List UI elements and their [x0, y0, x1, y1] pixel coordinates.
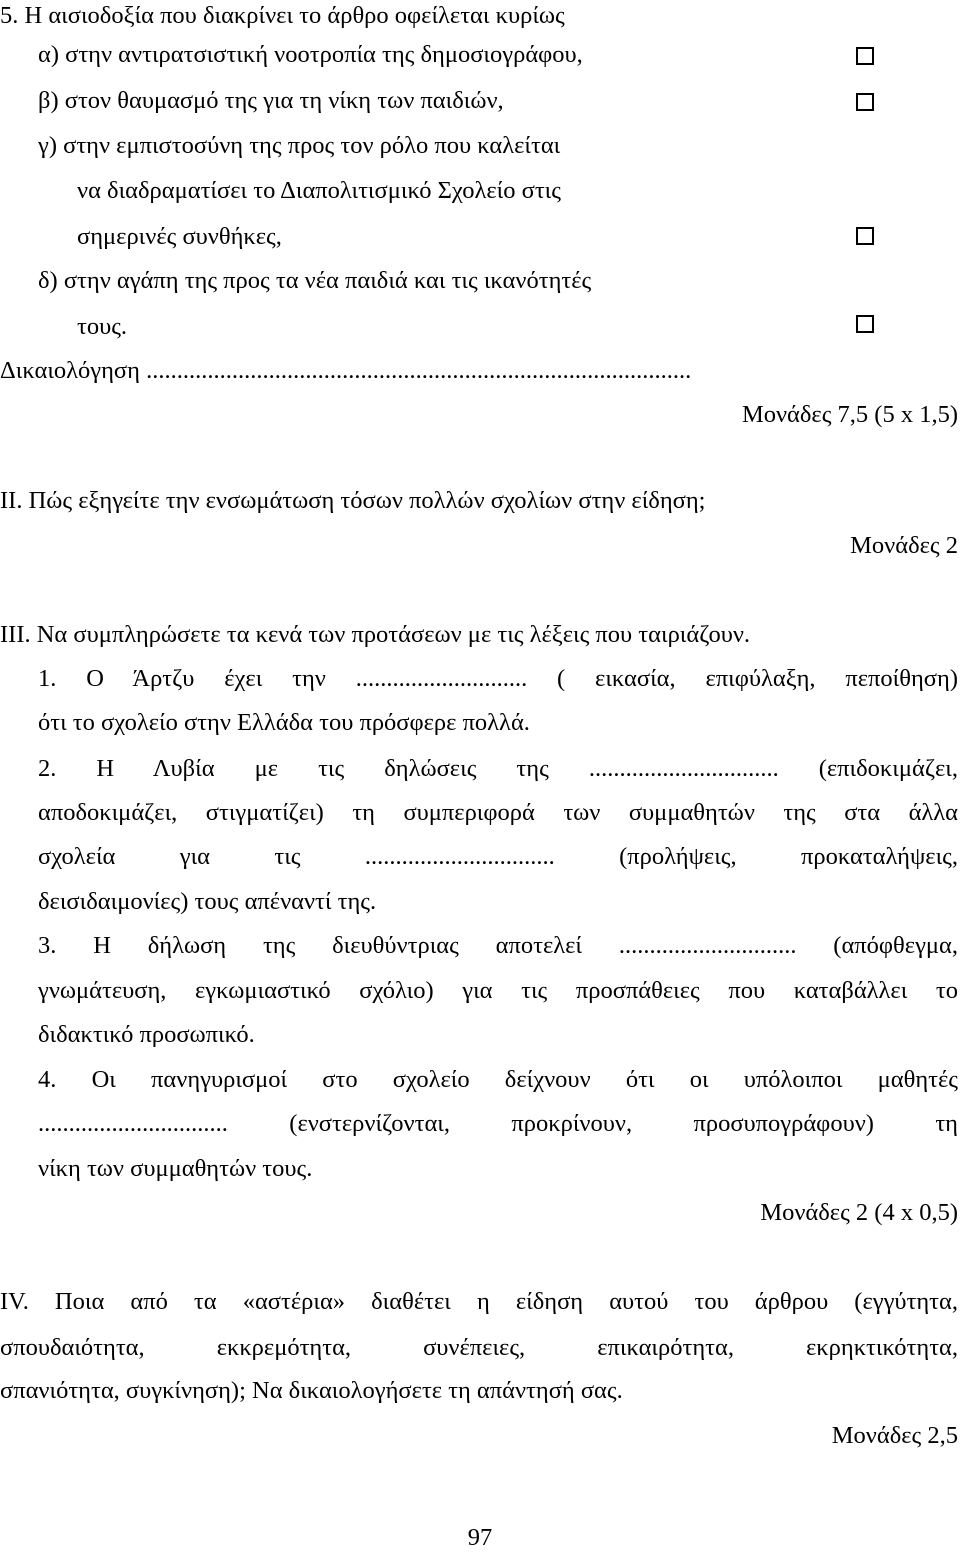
q4-line2: σπουδαιότητα, εκκρεμότητα, συνέπειες, επικαιρότητα, εκρηκτικότητα,: [0, 1334, 958, 1361]
checkbox-d[interactable]: [856, 315, 874, 333]
q3-s1-line1: 1. Ο Άρτζυ έχει την ............................ ( εικασία, επιφύλαξη, πεποίθηση): [38, 665, 958, 692]
q4-line3: σπανιότητα, συγκίνηση); Να δικαιολογήσετε τη απάντησή σας.: [0, 1377, 623, 1404]
q3-s2-line4: δεισιδαιμονίες) τους απέναντί της.: [38, 888, 377, 915]
checkbox-b[interactable]: [856, 93, 874, 111]
q3-points: Μονάδες 2 (4 x 0,5): [760, 1199, 958, 1226]
q3-s2-line3: σχολεία για τις ............................... (προλήψεις, προκαταλήψεις,: [38, 843, 958, 870]
q3-s3-line3: διδακτικό προσωπικό.: [38, 1021, 255, 1048]
option-c-line2: να διαδραματίσει το Διαπολιτισμικό Σχολείο στις: [77, 177, 561, 204]
option-a: α) στην αντιρατσιστική νοοτροπία της δημοσιογράφου,: [38, 41, 583, 68]
checkbox-a[interactable]: [856, 47, 874, 65]
q3-s2-line2: αποδοκιμάζει, στιγματίζει) τη συμπεριφορά των συμμαθητών της στα άλλα: [38, 799, 958, 826]
q3-title: ΙΙΙ. Να συμπληρώσετε τα κενά των προτάσεων με τις λέξεις που ταιριάζουν.: [0, 621, 751, 648]
q4-points: Μονάδες 2,5: [831, 1422, 958, 1449]
option-b: β) στον θαυμασμό της για τη νίκη των παιδιών,: [38, 87, 504, 114]
justification-line: Δικαιολόγηση .........................................................................................: [0, 357, 692, 384]
q4-line1: IV. Ποια από τα «αστέρια» διαθέτει η είδηση αυτού του άρθρου (εγγύτητα,: [0, 1288, 958, 1315]
option-d-line2: τους.: [77, 313, 128, 340]
page-number: 97: [467, 1524, 493, 1551]
q3-s3-line1: 3. Η δήλωση της διευθύντριας αποτελεί ............................. (απόφθεγμα,: [38, 932, 958, 959]
q2-points: Μονάδες 2: [850, 532, 958, 559]
q2-text: ΙΙ. Πώς εξηγείτε την ενσωμάτωση τόσων πολλών σχολίων στην είδηση;: [0, 487, 706, 514]
checkbox-c[interactable]: [856, 227, 874, 245]
q3-s4-line2: ............................... (ενστερνίζονται, προκρίνουν, προσυπογράφουν) τη: [38, 1110, 958, 1137]
q3-s2-line1: 2. Η Λυβία με τις δηλώσεις της ............................... (επιδοκιμάζει,: [38, 755, 958, 782]
q3-s1-line2: ότι το σχολείο στην Ελλάδα του πρόσφερε πολλά.: [38, 709, 530, 736]
q5-points: Μονάδες 7,5 (5 x 1,5): [741, 401, 958, 428]
q3-s3-line2: γνωμάτευση, εγκωμιαστικό σχόλιο) για τις προσπάθειες που καταβάλλει το: [38, 977, 958, 1004]
q3-s4-line3: νίκη των συμμαθητών τους.: [38, 1155, 313, 1182]
option-c-line3: σημερινές συνθήκες,: [77, 223, 282, 250]
q3-s4-line1: 4. Οι πανηγυρισμοί στο σχολείο δείχνουν ότι οι υπόλοιποι μαθητές: [38, 1066, 958, 1093]
option-d-line1: δ) στην αγάπη της προς τα νέα παιδιά και τις ικανότητές: [38, 267, 592, 294]
option-c-line1: γ) στην εμπιστοσύνη της προς τον ρόλο που καλείται: [38, 132, 561, 159]
q5-title: 5. Η αισιοδοξία που διακρίνει το άρθρο οφείλεται κυρίως: [0, 2, 565, 29]
